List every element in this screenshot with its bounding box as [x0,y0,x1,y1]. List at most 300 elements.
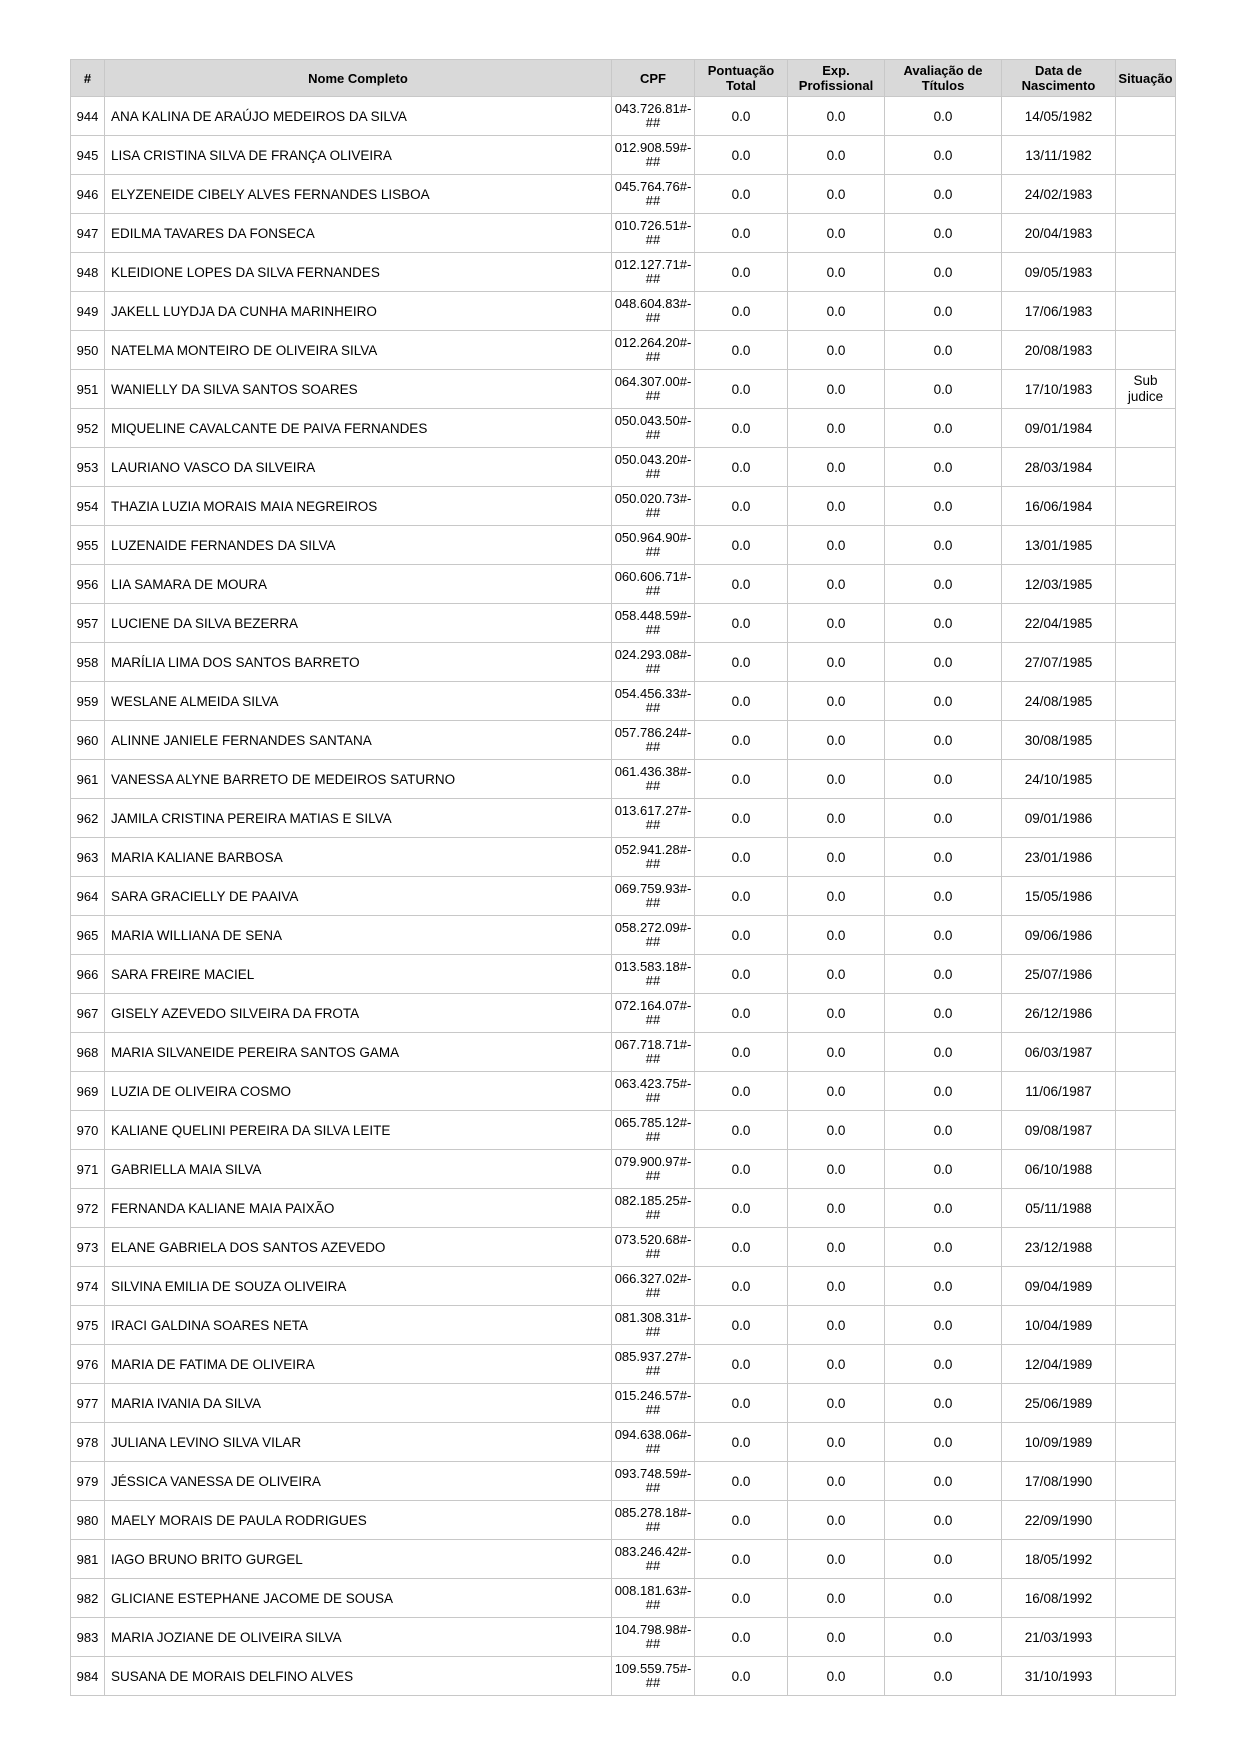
candidate-cpf-line1: 109.559.75#- [614,1661,692,1676]
candidate-status [1116,1657,1176,1696]
results-sheet [70,59,1176,1696]
header-total-score [695,60,788,97]
candidate-status [1116,643,1176,682]
birth-date: 09/08/1987 [1002,1111,1116,1150]
candidate-status [1116,136,1176,175]
table-row [71,1189,1176,1228]
candidate-cpf-line1: 058.448.59#- [614,608,692,623]
candidate-status [1116,721,1176,760]
header-status: Situação [1116,60,1176,97]
candidate-status [1116,1267,1176,1306]
candidate-name: NATELMA MONTEIRO DE OLIVEIRA SILVA [105,331,612,370]
row-number: 947 [71,214,105,253]
candidate-name: GISELY AZEVEDO SILVEIRA DA FROTA [105,994,612,1033]
experience-score: 0.0 [788,97,885,136]
candidate-cpf [612,136,695,175]
table-row [71,1540,1176,1579]
table-row [71,1462,1176,1501]
total-score: 0.0 [695,955,788,994]
candidate-status [1116,1033,1176,1072]
birth-date: 26/12/1986 [1002,994,1116,1033]
candidate-cpf [612,1033,695,1072]
birth-date: 23/12/1988 [1002,1228,1116,1267]
candidate-name: MARIA WILLIANA DE SENA [105,916,612,955]
candidate-status [1116,877,1176,916]
title-score: 0.0 [885,1501,1002,1540]
header-professional-experience [788,60,885,97]
row-number: 955 [71,526,105,565]
experience-score: 0.0 [788,136,885,175]
birth-date: 21/03/1993 [1002,1618,1116,1657]
candidate-cpf [612,1657,695,1696]
candidate-cpf [612,955,695,994]
table-row [71,487,1176,526]
candidate-cpf-line1: 079.900.97#- [614,1154,692,1169]
experience-score: 0.0 [788,1462,885,1501]
candidate-cpf-line1: 067.718.71#- [614,1037,692,1052]
table-row [71,1657,1176,1696]
total-score: 0.0 [695,253,788,292]
total-score: 0.0 [695,604,788,643]
title-score: 0.0 [885,799,1002,838]
table-row [71,1579,1176,1618]
candidate-cpf-line1: 010.726.51#- [614,218,692,233]
candidate-name: LIA SAMARA DE MOURA [105,565,612,604]
title-score: 0.0 [885,877,1002,916]
candidate-cpf [612,760,695,799]
candidate-cpf-line2: ## [645,193,661,208]
title-score: 0.0 [885,1384,1002,1423]
total-score: 0.0 [695,136,788,175]
candidate-cpf [612,1111,695,1150]
candidate-name: LISA CRISTINA SILVA DE FRANÇA OLIVEIRA [105,136,612,175]
total-score: 0.0 [695,409,788,448]
total-score: 0.0 [695,1228,788,1267]
title-score: 0.0 [885,1306,1002,1345]
title-score: 0.0 [885,604,1002,643]
candidate-cpf-line1: 066.327.02#- [614,1271,692,1286]
birth-date: 13/11/1982 [1002,136,1116,175]
birth-date: 20/08/1983 [1002,331,1116,370]
title-score: 0.0 [885,1189,1002,1228]
birth-date: 24/02/1983 [1002,175,1116,214]
title-score: 0.0 [885,370,1002,409]
candidate-cpf [612,214,695,253]
row-number: 968 [71,1033,105,1072]
header-full-name: Nome Completo [105,60,612,97]
candidate-cpf-line2: ## [645,1012,661,1027]
candidate-status [1116,682,1176,721]
candidate-cpf-line2: ## [645,622,661,637]
row-number: 962 [71,799,105,838]
total-score: 0.0 [695,799,788,838]
candidate-status [1116,1306,1176,1345]
header-birth-date-line2: Nascimento [1021,78,1096,93]
experience-score: 0.0 [788,448,885,487]
row-number: 954 [71,487,105,526]
title-score: 0.0 [885,409,1002,448]
table-row [71,1072,1176,1111]
candidate-cpf-line2: ## [645,349,661,364]
total-score: 0.0 [695,643,788,682]
row-number: 948 [71,253,105,292]
candidate-status [1116,448,1176,487]
candidate-status-line2: judice [1127,389,1164,404]
row-number: 980 [71,1501,105,1540]
header-total-score-line2: Total [725,78,757,93]
header-total-score-line1: Pontuação [707,63,775,78]
header-professional-experience-line1: Exp. [822,63,850,78]
candidate-cpf-line2: ## [645,1363,661,1378]
title-score: 0.0 [885,1033,1002,1072]
candidate-cpf-line2: ## [645,973,661,988]
candidate-name: SUSANA DE MORAIS DELFINO ALVES [105,1657,612,1696]
candidate-name: ELANE GABRIELA DOS SANTOS AZEVEDO [105,1228,612,1267]
candidate-cpf-line2: ## [645,856,661,871]
candidate-cpf [612,1384,695,1423]
birth-date: 27/07/1985 [1002,643,1116,682]
candidate-status [1116,214,1176,253]
experience-score: 0.0 [788,292,885,331]
candidate-status [1116,409,1176,448]
birth-date: 09/01/1986 [1002,799,1116,838]
row-number: 975 [71,1306,105,1345]
candidate-cpf-line1: 050.043.50#- [614,413,692,428]
birth-date: 16/08/1992 [1002,1579,1116,1618]
candidate-status [1116,292,1176,331]
candidate-cpf [612,175,695,214]
candidate-cpf-line1: 012.127.71#- [614,257,692,272]
total-score: 0.0 [695,370,788,409]
row-number: 976 [71,1345,105,1384]
candidate-cpf-line1: 061.436.38#- [614,764,692,779]
total-score: 0.0 [695,1384,788,1423]
candidate-cpf [612,1345,695,1384]
row-number: 945 [71,136,105,175]
table-row [71,604,1176,643]
candidate-cpf-line1: 058.272.09#- [614,920,692,935]
birth-date: 09/06/1986 [1002,916,1116,955]
table-row [71,1033,1176,1072]
birth-date: 09/01/1984 [1002,409,1116,448]
candidate-name: SILVINA EMILIA DE SOUZA OLIVEIRA [105,1267,612,1306]
experience-score: 0.0 [788,175,885,214]
candidate-name: ANA KALINA DE ARAÚJO MEDEIROS DA SILVA [105,97,612,136]
total-score: 0.0 [695,916,788,955]
candidate-status [1116,916,1176,955]
header-title-evaluation-line2: Títulos [921,78,965,93]
table-row [71,331,1176,370]
total-score: 0.0 [695,526,788,565]
total-score: 0.0 [695,1306,788,1345]
birth-date: 22/04/1985 [1002,604,1116,643]
candidate-cpf [612,487,695,526]
candidate-cpf-line2: ## [645,1558,661,1573]
row-number: 951 [71,370,105,409]
experience-score: 0.0 [788,682,885,721]
row-number: 944 [71,97,105,136]
total-score: 0.0 [695,1618,788,1657]
candidate-cpf [612,292,695,331]
title-score: 0.0 [885,253,1002,292]
table-row [71,799,1176,838]
total-score: 0.0 [695,97,788,136]
candidate-cpf-line2: ## [645,1519,661,1534]
table-row [71,409,1176,448]
candidate-status [1116,994,1176,1033]
table-row [71,682,1176,721]
total-score: 0.0 [695,214,788,253]
row-number: 982 [71,1579,105,1618]
candidate-status [1116,760,1176,799]
candidate-status [1116,1579,1176,1618]
candidate-cpf-line2: ## [645,427,661,442]
title-score: 0.0 [885,1228,1002,1267]
header-birth-date-line1: Data de [1035,63,1082,78]
row-number: 979 [71,1462,105,1501]
candidate-cpf-line1: 073.520.68#- [614,1232,692,1247]
row-number: 949 [71,292,105,331]
experience-score: 0.0 [788,721,885,760]
table-row [71,1384,1176,1423]
experience-score: 0.0 [788,760,885,799]
birth-date: 25/07/1986 [1002,955,1116,994]
candidate-name: IAGO BRUNO BRITO GURGEL [105,1540,612,1579]
candidate-cpf-line2: ## [645,544,661,559]
candidate-cpf [612,916,695,955]
title-score: 0.0 [885,1072,1002,1111]
candidate-cpf-line1: 082.185.25#- [614,1193,692,1208]
experience-score: 0.0 [788,370,885,409]
table-row [71,526,1176,565]
total-score: 0.0 [695,1111,788,1150]
candidate-cpf-line1: 012.264.20#- [614,335,692,350]
candidate-cpf-line1: 060.606.71#- [614,569,692,584]
candidate-cpf [612,1072,695,1111]
birth-date: 12/04/1989 [1002,1345,1116,1384]
candidate-cpf-line2: ## [645,505,661,520]
birth-date: 16/06/1984 [1002,487,1116,526]
row-number: 953 [71,448,105,487]
table-row [71,1345,1176,1384]
candidate-cpf [612,682,695,721]
title-score: 0.0 [885,721,1002,760]
row-number: 969 [71,1072,105,1111]
total-score: 0.0 [695,1150,788,1189]
candidate-name: THAZIA LUZIA MORAIS MAIA NEGREIROS [105,487,612,526]
candidate-cpf [612,526,695,565]
candidate-name: IRACI GALDINA SOARES NETA [105,1306,612,1345]
birth-date: 09/05/1983 [1002,253,1116,292]
table-body [71,97,1176,1696]
candidate-cpf-line2: ## [645,1129,661,1144]
candidate-status [1116,1618,1176,1657]
candidate-name: MARÍLIA LIMA DOS SANTOS BARRETO [105,643,612,682]
candidate-cpf [612,409,695,448]
candidate-name: WANIELLY DA SILVA SANTOS SOARES [105,370,612,409]
candidate-cpf-line2: ## [645,1090,661,1105]
candidate-cpf [612,643,695,682]
total-score: 0.0 [695,721,788,760]
title-score: 0.0 [885,1423,1002,1462]
candidate-cpf-line2: ## [645,661,661,676]
total-score: 0.0 [695,1579,788,1618]
row-number: 970 [71,1111,105,1150]
row-number: 946 [71,175,105,214]
candidate-cpf [612,1423,695,1462]
candidate-cpf [612,1267,695,1306]
candidate-cpf-line2: ## [645,1207,661,1222]
candidate-cpf [612,565,695,604]
candidate-cpf-line2: ## [645,817,661,832]
title-score: 0.0 [885,565,1002,604]
experience-score: 0.0 [788,1501,885,1540]
experience-score: 0.0 [788,604,885,643]
birth-date: 17/10/1983 [1002,370,1116,409]
candidate-cpf-line1: 083.246.42#- [614,1544,692,1559]
experience-score: 0.0 [788,1618,885,1657]
row-number: 959 [71,682,105,721]
candidate-cpf-line2: ## [645,115,661,130]
candidate-cpf [612,799,695,838]
total-score: 0.0 [695,1657,788,1696]
table-row [71,1111,1176,1150]
table-row [71,97,1176,136]
candidate-cpf-line1: 012.908.59#- [614,140,692,155]
candidate-cpf-line1: 093.748.59#- [614,1466,692,1481]
candidate-cpf-line2: ## [645,1675,661,1690]
total-score: 0.0 [695,487,788,526]
table-row [71,1306,1176,1345]
candidate-cpf-line2: ## [645,1051,661,1066]
candidate-name: MAELY MORAIS DE PAULA RODRIGUES [105,1501,612,1540]
experience-score: 0.0 [788,994,885,1033]
experience-score: 0.0 [788,1111,885,1150]
birth-date: 06/03/1987 [1002,1033,1116,1072]
candidates-table [70,59,1176,1696]
experience-score: 0.0 [788,1267,885,1306]
candidate-cpf-line1: 013.583.18#- [614,959,692,974]
candidate-cpf-line2: ## [645,739,661,754]
candidate-name: MARIA KALIANE BARBOSA [105,838,612,877]
candidate-name: MARIA DE FATIMA DE OLIVEIRA [105,1345,612,1384]
candidate-name: EDILMA TAVARES DA FONSECA [105,214,612,253]
candidate-cpf-line2: ## [645,310,661,325]
candidate-name: GABRIELLA MAIA SILVA [105,1150,612,1189]
total-score: 0.0 [695,1462,788,1501]
candidate-name: VANESSA ALYNE BARRETO DE MEDEIROS SATURNO [105,760,612,799]
row-number: 964 [71,877,105,916]
experience-score: 0.0 [788,214,885,253]
candidate-status [1116,253,1176,292]
table-row [71,994,1176,1033]
experience-score: 0.0 [788,409,885,448]
experience-score: 0.0 [788,1189,885,1228]
candidate-cpf [612,97,695,136]
candidate-name: WESLANE ALMEIDA SILVA [105,682,612,721]
birth-date: 05/11/1988 [1002,1189,1116,1228]
candidate-cpf-line1: 057.786.24#- [614,725,692,740]
row-number: 978 [71,1423,105,1462]
candidate-status [1116,1111,1176,1150]
candidate-cpf [612,370,695,409]
candidate-name: SARA GRACIELLY DE PAAIVA [105,877,612,916]
candidate-cpf [612,331,695,370]
table-row [71,253,1176,292]
experience-score: 0.0 [788,1540,885,1579]
candidate-name: LAURIANO VASCO DA SILVEIRA [105,448,612,487]
candidate-cpf [612,994,695,1033]
experience-score: 0.0 [788,799,885,838]
title-score: 0.0 [885,1267,1002,1306]
experience-score: 0.0 [788,1423,885,1462]
candidate-cpf-line1: 064.307.00#- [614,374,692,389]
candidate-status [1116,955,1176,994]
candidate-status [1116,1345,1176,1384]
total-score: 0.0 [695,877,788,916]
candidate-cpf [612,253,695,292]
experience-score: 0.0 [788,955,885,994]
experience-score: 0.0 [788,487,885,526]
title-score: 0.0 [885,1618,1002,1657]
title-score: 0.0 [885,955,1002,994]
candidate-cpf-line2: ## [645,1168,661,1183]
candidate-cpf-line1: 085.278.18#- [614,1505,692,1520]
candidate-status [1116,1423,1176,1462]
experience-score: 0.0 [788,331,885,370]
candidate-cpf-line2: ## [645,1636,661,1651]
candidate-cpf [612,1462,695,1501]
row-number: 972 [71,1189,105,1228]
candidate-status [1116,604,1176,643]
candidate-cpf-line2: ## [645,271,661,286]
title-score: 0.0 [885,97,1002,136]
candidate-cpf-line2: ## [645,232,661,247]
candidate-cpf [612,1501,695,1540]
candidate-cpf-line1: 063.423.75#- [614,1076,692,1091]
table-row [71,1150,1176,1189]
candidate-cpf [612,604,695,643]
total-score: 0.0 [695,1267,788,1306]
candidate-cpf-line2: ## [645,1402,661,1417]
title-score: 0.0 [885,643,1002,682]
candidate-name: LUCIENE DA SILVA BEZERRA [105,604,612,643]
candidate-status [1116,526,1176,565]
total-score: 0.0 [695,1345,788,1384]
candidate-cpf [612,1228,695,1267]
candidate-name: LUZENAIDE FERNANDES DA SILVA [105,526,612,565]
total-score: 0.0 [695,994,788,1033]
candidate-name: MIQUELINE CAVALCANTE DE PAIVA FERNANDES [105,409,612,448]
experience-score: 0.0 [788,1657,885,1696]
candidate-name: MARIA JOZIANE DE OLIVEIRA SILVA [105,1618,612,1657]
row-number: 977 [71,1384,105,1423]
birth-date: 15/05/1986 [1002,877,1116,916]
table-row [71,1267,1176,1306]
title-score: 0.0 [885,136,1002,175]
candidate-cpf-line1: 052.941.28#- [614,842,692,857]
birth-date: 14/05/1982 [1002,97,1116,136]
candidate-cpf-line1: 065.785.12#- [614,1115,692,1130]
table-row [71,1423,1176,1462]
candidate-cpf [612,1540,695,1579]
table-row [71,175,1176,214]
total-score: 0.0 [695,1072,788,1111]
table-row [71,721,1176,760]
row-number: 952 [71,409,105,448]
birth-date: 30/08/1985 [1002,721,1116,760]
candidate-cpf-line1: 072.164.07#- [614,998,692,1013]
